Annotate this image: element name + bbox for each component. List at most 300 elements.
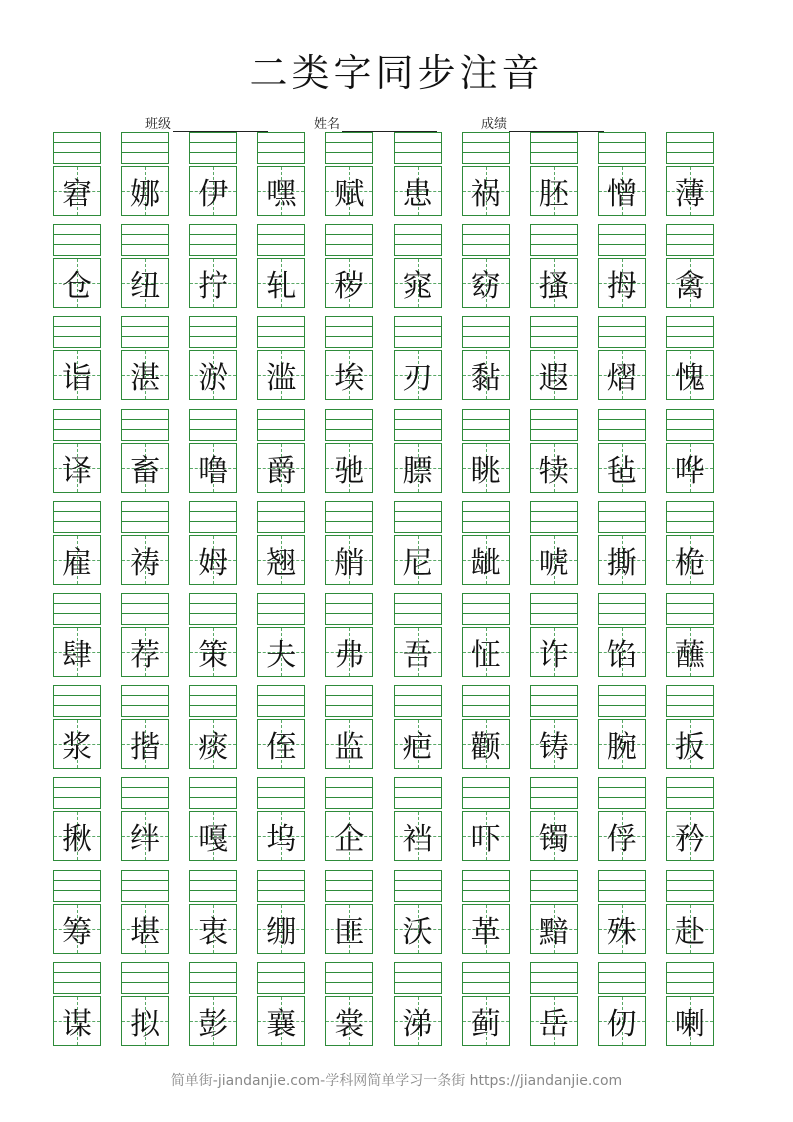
pinyin-line — [531, 142, 577, 143]
tianzige-box — [189, 904, 237, 954]
pinyin-line — [54, 890, 100, 891]
pinyin-line — [54, 797, 100, 798]
pinyin-line — [531, 982, 577, 983]
pinyin-writing-lines[interactable] — [598, 962, 646, 994]
pinyin-writing-lines[interactable] — [53, 870, 101, 902]
pinyin-writing-lines[interactable] — [598, 501, 646, 533]
hanzi-character: 毡 — [606, 453, 637, 489]
pinyin-line — [463, 152, 509, 153]
tianzige-box — [666, 535, 714, 585]
pinyin-line — [395, 880, 441, 881]
pinyin-line — [667, 152, 713, 153]
pinyin-writing-lines[interactable] — [666, 132, 714, 164]
pinyin-line — [190, 972, 236, 973]
pinyin-line — [395, 336, 441, 337]
pinyin-line — [667, 880, 713, 881]
char-cell — [530, 409, 578, 493]
pinyin-writing-lines[interactable] — [325, 777, 373, 809]
tianzige-box — [325, 996, 373, 1046]
tianzige-box — [462, 719, 510, 769]
pinyin-writing-lines[interactable] — [257, 777, 305, 809]
tianzige-box — [530, 811, 578, 861]
hanzi-character: 窈 — [470, 269, 501, 305]
char-cell — [666, 501, 714, 585]
pinyin-writing-lines[interactable] — [598, 777, 646, 809]
hanzi-character: 淤 — [198, 361, 229, 397]
pinyin-writing-lines[interactable] — [53, 777, 101, 809]
tianzige-box — [394, 258, 442, 308]
class-blank[interactable] — [173, 117, 268, 132]
pinyin-writing-lines[interactable] — [325, 501, 373, 533]
char-cell — [121, 593, 169, 677]
pinyin-line — [54, 326, 100, 327]
pinyin-writing-lines[interactable] — [325, 316, 373, 348]
hanzi-character: 殊 — [606, 914, 637, 950]
pinyin-line — [190, 326, 236, 327]
pinyin-writing-lines[interactable] — [394, 409, 442, 441]
pinyin-writing-lines[interactable] — [121, 501, 169, 533]
pinyin-line — [326, 336, 372, 337]
pinyin-line — [667, 890, 713, 891]
char-cell — [462, 593, 510, 677]
pinyin-line — [258, 244, 304, 245]
pinyin-writing-lines[interactable] — [189, 132, 237, 164]
pinyin-line — [667, 613, 713, 614]
pinyin-writing-lines[interactable] — [257, 593, 305, 625]
pinyin-writing-lines[interactable] — [53, 962, 101, 994]
hanzi-character: 裳 — [334, 1006, 365, 1042]
pinyin-writing-lines[interactable] — [394, 224, 442, 256]
pinyin-writing-lines[interactable] — [462, 685, 510, 717]
pinyin-line — [667, 419, 713, 420]
char-cell — [121, 409, 169, 493]
pinyin-writing-lines[interactable] — [325, 962, 373, 994]
pinyin-writing-lines[interactable] — [121, 132, 169, 164]
char-cell — [462, 501, 510, 585]
name-blank[interactable] — [342, 117, 437, 132]
pinyin-writing-lines[interactable] — [121, 593, 169, 625]
char-cell — [666, 777, 714, 861]
pinyin-writing-lines[interactable] — [189, 224, 237, 256]
hanzi-character: 嘎 — [198, 822, 229, 858]
pinyin-writing-lines[interactable] — [394, 685, 442, 717]
pinyin-line — [599, 880, 645, 881]
char-cell — [257, 870, 305, 954]
hanzi-character: 俘 — [606, 822, 637, 858]
pinyin-line — [463, 234, 509, 235]
char-cell — [325, 316, 373, 400]
pinyin-writing-lines[interactable] — [530, 870, 578, 902]
pinyin-writing-lines[interactable] — [530, 593, 578, 625]
char-cell — [462, 409, 510, 493]
hanzi-character: 痰 — [198, 730, 229, 766]
char-cell — [189, 962, 237, 1046]
hanzi-character: 憎 — [606, 177, 637, 212]
pinyin-writing-lines[interactable] — [121, 224, 169, 256]
pinyin-writing-lines[interactable] — [598, 132, 646, 164]
tianzige-box — [598, 627, 646, 677]
pinyin-writing-lines[interactable] — [325, 870, 373, 902]
tianzige-box — [530, 904, 578, 954]
tianzige-box — [189, 350, 237, 400]
pinyin-line — [395, 429, 441, 430]
pinyin-writing-lines[interactable] — [462, 409, 510, 441]
pinyin-line — [122, 787, 168, 788]
tianzige-box — [121, 811, 169, 861]
pinyin-writing-lines[interactable] — [53, 501, 101, 533]
pinyin-line — [463, 511, 509, 512]
pinyin-line — [463, 336, 509, 337]
pinyin-line — [122, 695, 168, 696]
pinyin-writing-lines[interactable] — [257, 316, 305, 348]
char-cell — [189, 685, 237, 769]
tianzige-box — [462, 996, 510, 1046]
hanzi-character: 沃 — [402, 914, 433, 950]
pinyin-writing-lines[interactable] — [189, 962, 237, 994]
tianzige-box — [394, 719, 442, 769]
pinyin-writing-lines[interactable] — [121, 777, 169, 809]
pinyin-writing-lines[interactable] — [53, 409, 101, 441]
char-cell — [598, 409, 646, 493]
pinyin-writing-lines[interactable] — [53, 316, 101, 348]
pinyin-line — [54, 695, 100, 696]
pinyin-writing-lines[interactable] — [666, 316, 714, 348]
tianzige-box — [530, 535, 578, 585]
pinyin-line — [463, 880, 509, 881]
pinyin-writing-lines[interactable] — [121, 962, 169, 994]
pinyin-writing-lines[interactable] — [598, 593, 646, 625]
pinyin-line — [190, 244, 236, 245]
pinyin-line — [54, 152, 100, 153]
pinyin-writing-lines[interactable] — [394, 501, 442, 533]
hanzi-character: 遐 — [538, 361, 569, 397]
pinyin-writing-lines[interactable] — [394, 593, 442, 625]
pinyin-writing-lines[interactable] — [598, 224, 646, 256]
pinyin-writing-lines[interactable] — [189, 777, 237, 809]
pinyin-line — [531, 890, 577, 891]
hanzi-character: 监 — [334, 730, 365, 766]
pinyin-writing-lines[interactable] — [53, 685, 101, 717]
pinyin-writing-lines[interactable] — [462, 962, 510, 994]
pinyin-line — [599, 419, 645, 420]
pinyin-writing-lines[interactable] — [462, 224, 510, 256]
char-cell — [53, 777, 101, 861]
hanzi-character: 爵 — [266, 453, 297, 489]
pinyin-writing-lines[interactable] — [189, 316, 237, 348]
char-cell — [325, 962, 373, 1046]
hanzi-character: 荐 — [130, 638, 161, 673]
pinyin-writing-lines[interactable] — [598, 409, 646, 441]
pinyin-line — [326, 244, 372, 245]
pinyin-writing-lines[interactable] — [257, 224, 305, 256]
hanzi-character: 翘 — [266, 545, 297, 581]
pinyin-line — [463, 521, 509, 522]
pinyin-writing-lines[interactable] — [530, 501, 578, 533]
char-cell — [53, 962, 101, 1046]
char-cell — [394, 777, 442, 861]
pinyin-line — [599, 429, 645, 430]
char-cell — [121, 501, 169, 585]
pinyin-writing-lines[interactable] — [121, 316, 169, 348]
pinyin-writing-lines[interactable] — [530, 962, 578, 994]
hanzi-character: 堪 — [130, 914, 161, 950]
pinyin-writing-lines[interactable] — [394, 132, 442, 164]
pinyin-writing-lines[interactable] — [394, 777, 442, 809]
pinyin-writing-lines[interactable] — [257, 685, 305, 717]
pinyin-writing-lines[interactable] — [394, 316, 442, 348]
tianzige-box — [394, 443, 442, 493]
tianzige-box — [53, 904, 101, 954]
hanzi-character: 诣 — [62, 361, 92, 397]
pinyin-line — [395, 972, 441, 973]
char-cell — [53, 685, 101, 769]
pinyin-line — [531, 511, 577, 512]
pinyin-line — [258, 695, 304, 696]
hanzi-character: 畜 — [130, 453, 161, 489]
char-cell — [530, 870, 578, 954]
pinyin-line — [463, 797, 509, 798]
tianzige-box — [257, 443, 305, 493]
pinyin-writing-lines[interactable] — [462, 132, 510, 164]
tianzige-box — [325, 627, 373, 677]
pinyin-writing-lines[interactable] — [121, 870, 169, 902]
pinyin-writing-lines[interactable] — [598, 316, 646, 348]
pinyin-writing-lines[interactable] — [53, 132, 101, 164]
pinyin-writing-lines[interactable] — [325, 132, 373, 164]
pinyin-line — [395, 142, 441, 143]
pinyin-line — [599, 244, 645, 245]
char-cell — [394, 685, 442, 769]
tianzige-box — [598, 166, 646, 216]
pinyin-line — [122, 429, 168, 430]
pinyin-writing-lines[interactable] — [666, 224, 714, 256]
tianzige-box — [394, 904, 442, 954]
pinyin-writing-lines[interactable] — [257, 132, 305, 164]
pinyin-writing-lines[interactable] — [666, 685, 714, 717]
tianzige-box — [530, 350, 578, 400]
pinyin-line — [395, 603, 441, 604]
pinyin-writing-lines[interactable] — [121, 409, 169, 441]
hanzi-character: 眺 — [470, 453, 501, 489]
pinyin-writing-lines[interactable] — [462, 316, 510, 348]
pinyin-writing-lines[interactable] — [666, 777, 714, 809]
pinyin-writing-lines[interactable] — [257, 870, 305, 902]
pinyin-line — [54, 244, 100, 245]
pinyin-line — [258, 972, 304, 973]
hanzi-character: 窘 — [62, 177, 92, 212]
char-cell — [53, 593, 101, 677]
pinyin-writing-lines[interactable] — [530, 685, 578, 717]
hanzi-character: 绊 — [130, 822, 161, 858]
pinyin-writing-lines[interactable] — [530, 409, 578, 441]
tianzige-box — [598, 258, 646, 308]
pinyin-writing-lines[interactable] — [530, 316, 578, 348]
tianzige-box — [325, 350, 373, 400]
pinyin-line — [122, 521, 168, 522]
char-cell — [666, 593, 714, 677]
pinyin-writing-lines[interactable] — [257, 962, 305, 994]
pinyin-writing-lines[interactable] — [325, 409, 373, 441]
char-cell — [462, 777, 510, 861]
pinyin-line — [531, 695, 577, 696]
char-cell — [666, 685, 714, 769]
pinyin-line — [258, 152, 304, 153]
pinyin-writing-lines[interactable] — [257, 501, 305, 533]
pinyin-writing-lines[interactable] — [325, 685, 373, 717]
pinyin-line — [54, 234, 100, 235]
hanzi-character: 埃 — [334, 361, 365, 397]
hanzi-character: 胚 — [538, 177, 569, 212]
char-cell — [325, 224, 373, 308]
tianzige-box — [530, 258, 578, 308]
hanzi-character: 纽 — [130, 269, 161, 305]
pinyin-line — [667, 787, 713, 788]
hanzi-character: 矜 — [674, 822, 705, 858]
pinyin-writing-lines[interactable] — [189, 409, 237, 441]
pinyin-writing-lines[interactable] — [666, 409, 714, 441]
pinyin-line — [122, 419, 168, 420]
tianzige-box — [666, 904, 714, 954]
pinyin-line — [258, 142, 304, 143]
pinyin-line — [190, 880, 236, 881]
pinyin-writing-lines[interactable] — [189, 593, 237, 625]
pinyin-line — [599, 695, 645, 696]
pinyin-line — [463, 603, 509, 604]
char-cell — [530, 685, 578, 769]
pinyin-line — [122, 244, 168, 245]
hanzi-character: 镯 — [538, 822, 569, 858]
pinyin-line — [531, 613, 577, 614]
hanzi-character: 刃 — [402, 361, 433, 397]
char-cell — [530, 962, 578, 1046]
hanzi-character: 窕 — [402, 269, 433, 305]
pinyin-writing-lines[interactable] — [462, 777, 510, 809]
pinyin-line — [190, 511, 236, 512]
pinyin-writing-lines[interactable] — [189, 870, 237, 902]
hanzi-character: 娜 — [130, 177, 161, 212]
pinyin-line — [667, 603, 713, 604]
pinyin-writing-lines[interactable] — [530, 132, 578, 164]
tianzige-box — [121, 904, 169, 954]
pinyin-line — [326, 705, 372, 706]
pinyin-line — [463, 142, 509, 143]
hanzi-character: 桅 — [674, 545, 705, 581]
pinyin-line — [122, 326, 168, 327]
pinyin-writing-lines[interactable] — [666, 593, 714, 625]
pinyin-line — [258, 511, 304, 512]
hanzi-character: 扳 — [674, 730, 705, 766]
pinyin-writing-lines[interactable] — [121, 685, 169, 717]
pinyin-line — [599, 234, 645, 235]
pinyin-line — [326, 521, 372, 522]
hanzi-character: 仞 — [606, 1006, 637, 1042]
tianzige-box — [462, 258, 510, 308]
pinyin-line — [326, 880, 372, 881]
tianzige-box — [189, 166, 237, 216]
pinyin-writing-lines[interactable] — [325, 593, 373, 625]
pinyin-line — [122, 982, 168, 983]
tianzige-box — [257, 535, 305, 585]
tianzige-box — [53, 627, 101, 677]
hanzi-character: 噜 — [198, 453, 229, 489]
pinyin-writing-lines[interactable] — [53, 593, 101, 625]
pinyin-writing-lines[interactable] — [189, 501, 237, 533]
char-cell — [530, 501, 578, 585]
pinyin-line — [258, 880, 304, 881]
char-cell — [121, 132, 169, 216]
hanzi-character: 颧 — [470, 730, 501, 766]
score-blank[interactable] — [509, 117, 604, 132]
tianzige-box — [121, 443, 169, 493]
pinyin-writing-lines[interactable] — [462, 501, 510, 533]
pinyin-writing-lines[interactable] — [666, 962, 714, 994]
pinyin-line — [122, 890, 168, 891]
char-cell — [325, 685, 373, 769]
pinyin-writing-lines[interactable] — [530, 224, 578, 256]
tianzige-box — [394, 166, 442, 216]
hanzi-character: 坞 — [266, 822, 297, 858]
tianzige-box — [598, 996, 646, 1046]
pinyin-line — [122, 234, 168, 235]
hanzi-character: 搔 — [538, 269, 569, 305]
tianzige-box — [394, 996, 442, 1046]
char-cell — [53, 224, 101, 308]
pinyin-writing-lines[interactable] — [462, 593, 510, 625]
char-cell — [530, 777, 578, 861]
char-cell — [598, 870, 646, 954]
hanzi-character: 黏 — [470, 361, 501, 397]
hanzi-character: 裆 — [402, 822, 433, 858]
pinyin-line — [326, 326, 372, 327]
pinyin-writing-lines[interactable] — [598, 685, 646, 717]
tianzige-box — [53, 443, 101, 493]
pinyin-writing-lines[interactable] — [666, 501, 714, 533]
pinyin-writing-lines[interactable] — [53, 224, 101, 256]
pinyin-line — [122, 880, 168, 881]
pinyin-line — [531, 705, 577, 706]
pinyin-line — [599, 972, 645, 973]
pinyin-line — [54, 613, 100, 614]
pinyin-line — [54, 419, 100, 420]
pinyin-writing-lines[interactable] — [394, 870, 442, 902]
pinyin-writing-lines[interactable] — [394, 962, 442, 994]
hanzi-character: 尼 — [402, 545, 433, 581]
pinyin-writing-lines[interactable] — [666, 870, 714, 902]
hanzi-character: 揩 — [130, 730, 161, 766]
pinyin-line — [531, 152, 577, 153]
tianzige-box — [257, 811, 305, 861]
char-cell — [53, 501, 101, 585]
pinyin-line — [599, 142, 645, 143]
char-cell — [257, 777, 305, 861]
tianzige-box — [121, 627, 169, 677]
pinyin-writing-lines[interactable] — [462, 870, 510, 902]
pinyin-writing-lines[interactable] — [598, 870, 646, 902]
pinyin-line — [531, 419, 577, 420]
char-cell — [598, 501, 646, 585]
pinyin-line — [326, 797, 372, 798]
char-cell — [598, 224, 646, 308]
pinyin-writing-lines[interactable] — [189, 685, 237, 717]
pinyin-writing-lines[interactable] — [257, 409, 305, 441]
pinyin-line — [463, 705, 509, 706]
hanzi-character: 龇 — [470, 545, 501, 581]
pinyin-writing-lines[interactable] — [325, 224, 373, 256]
hanzi-character: 赋 — [334, 177, 365, 212]
pinyin-line — [395, 521, 441, 522]
pinyin-writing-lines[interactable] — [530, 777, 578, 809]
char-cell — [462, 962, 510, 1046]
